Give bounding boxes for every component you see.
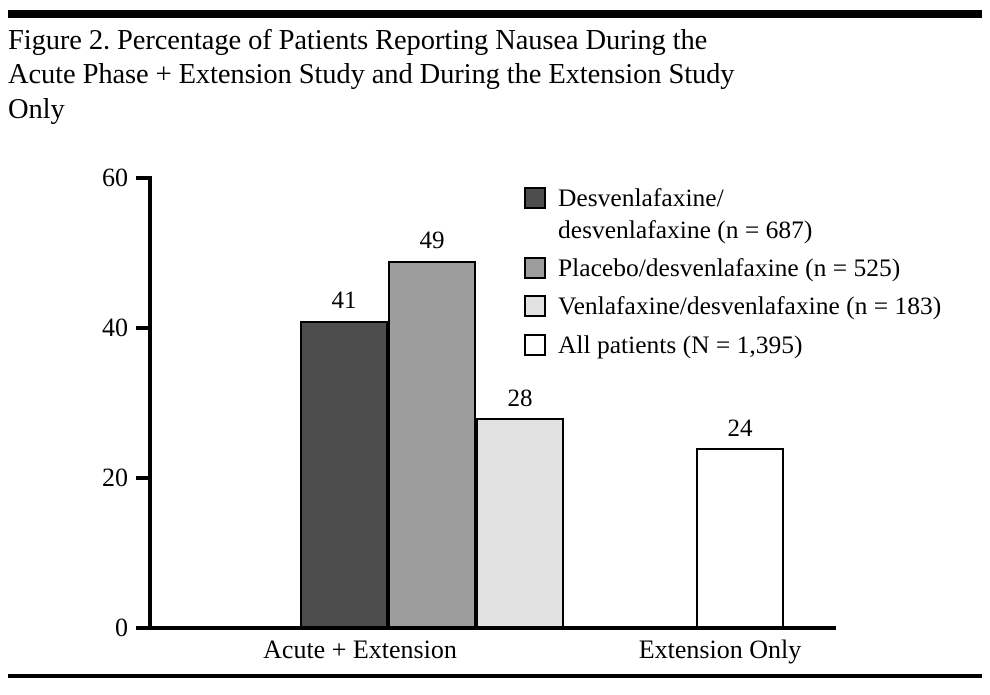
legend bbox=[524, 182, 964, 367]
bar-value-28: 28 bbox=[507, 385, 533, 412]
y-tick-0 bbox=[136, 626, 148, 630]
bar-all-patients bbox=[696, 448, 784, 628]
legend-item-all-patients bbox=[524, 329, 964, 361]
legend-item-desvenlafaxine bbox=[524, 182, 964, 246]
legend-item-venlafaxine bbox=[524, 290, 964, 322]
bottom-rule bbox=[8, 674, 982, 678]
y-tick-40 bbox=[136, 326, 148, 330]
top-rule bbox=[8, 10, 982, 18]
bar-value-24: 24 bbox=[727, 415, 753, 442]
y-tick-label-40: 40 bbox=[102, 313, 128, 342]
legend-label-desvenlafaxine-line2: desvenlafaxine (n = 687) bbox=[558, 215, 813, 245]
y-tick-20 bbox=[136, 476, 148, 480]
legend-label-placebo: Placebo/desvenlafaxine (n = 525) bbox=[558, 253, 901, 283]
bar-desvenlafaxine-desvenlafaxine bbox=[300, 321, 388, 628]
bar-venlafaxine-desvenlafaxine bbox=[476, 418, 564, 628]
y-tick-label-60: 60 bbox=[102, 163, 128, 192]
y-tick-label-20: 20 bbox=[102, 463, 128, 492]
legend-swatch-all-patients bbox=[524, 334, 546, 356]
x-group-label-extension-only: Extension Only bbox=[638, 635, 802, 664]
legend-swatch-placebo bbox=[524, 257, 546, 279]
y-tick-label-0: 0 bbox=[115, 613, 128, 642]
legend-label-all-patients: All patients (N = 1,395) bbox=[558, 329, 803, 359]
legend-item-placebo bbox=[524, 252, 964, 284]
legend-label-venlafaxine: Venlafaxine/desvenlafaxine (n = 183) bbox=[558, 291, 942, 321]
x-group-label-acute-extension: Acute + Extension bbox=[263, 635, 457, 664]
legend-label-desvenlafaxine-line1: Desvenlafaxine/ bbox=[558, 183, 724, 212]
y-tick-60 bbox=[136, 176, 148, 180]
legend-swatch-desvenlafaxine bbox=[524, 187, 546, 209]
bar-value-49: 49 bbox=[419, 227, 445, 254]
legend-swatch-venlafaxine bbox=[524, 295, 546, 317]
bar-placebo-desvenlafaxine bbox=[388, 261, 476, 628]
figure-title: Figure 2. Percentage of Patients Reporting Nausea During the Acute Phase + Extension Study and During the Extension Study Only bbox=[8, 25, 735, 125]
bar-value-41: 41 bbox=[331, 287, 357, 314]
